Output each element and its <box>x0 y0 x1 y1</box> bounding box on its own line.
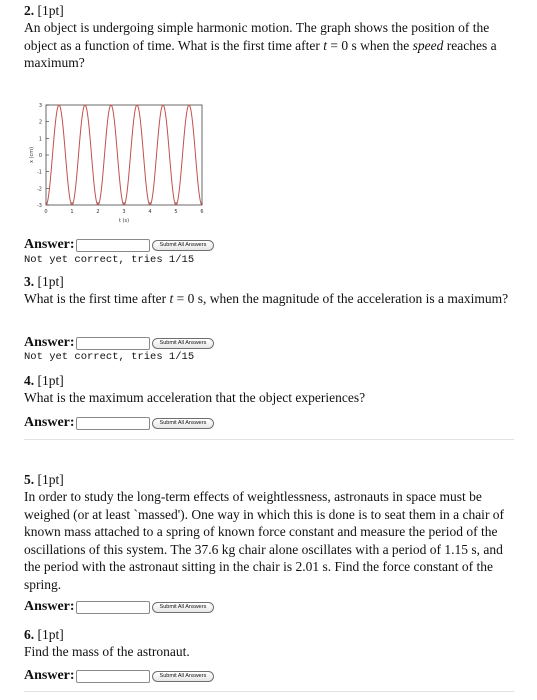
problem-points: [1pt] <box>37 3 64 18</box>
problem-5-text: In order to study the long-term effects of weightlessness, astronauts in space must be weighed (or at least `massed'). One way in which this is done is to seat them in a chair of known mass attached to a spring of known force constant and measure the period of the oscillations of this system. The 37.6 kg chair alone oscillates with a period of 1.15 s, and the period with the astronaut sitting in the chair is 2.01 s. Find the force constant of the spring. <box>24 489 505 592</box>
answer-row-3 <box>24 336 214 350</box>
question-text: What is the first time after <box>24 291 170 306</box>
section-divider <box>24 691 514 692</box>
problem-6 <box>24 626 516 661</box>
problem-number: 6. <box>24 627 35 642</box>
problem-2-text <box>24 19 516 72</box>
y-tick-label: -1 <box>37 169 42 176</box>
x-tick-label: 1 <box>70 209 74 215</box>
y-axis-label: x (cm) <box>29 146 35 164</box>
answer-input-6[interactable] <box>76 670 150 683</box>
answer-input-3[interactable] <box>76 337 150 350</box>
position-time-graph <box>26 97 210 232</box>
answer-label: Answer: <box>24 237 75 252</box>
submit-all-answers-button[interactable]: Submit All Answers <box>152 602 215 613</box>
t-variable: t <box>323 37 328 53</box>
status-text-2: Not yet correct, tries 1/15 <box>24 254 195 266</box>
problem-points: [1pt] <box>37 373 64 388</box>
submit-all-answers-button[interactable]: Submit All Answers <box>152 338 215 349</box>
submit-all-answers-button[interactable]: Submit All Answers <box>152 418 215 429</box>
problem-6-text: Find the mass of the astronaut. <box>24 644 190 659</box>
y-tick-label: 3 <box>38 103 42 109</box>
problem-number: 3. <box>24 274 35 289</box>
y-tick-label: -2 <box>37 186 42 193</box>
x-tick-label: 3 <box>122 209 126 215</box>
x-tick-label: 6 <box>200 209 204 215</box>
section-divider <box>24 439 514 440</box>
speed-word: speed <box>412 37 444 53</box>
plot-frame <box>46 105 202 205</box>
y-tick-label: 0 <box>38 153 42 159</box>
answer-row-2 <box>24 238 214 252</box>
answer-label: Answer: <box>24 335 75 350</box>
problem-2-title <box>24 2 516 19</box>
problem-2 <box>24 2 516 72</box>
y-tick-label: 1 <box>38 136 42 143</box>
submit-all-answers-button[interactable]: Submit All Answers <box>152 240 215 251</box>
answer-label: Answer: <box>24 415 75 430</box>
question-text: = 0 s, when the magnitude of the acceleration is a maximum? <box>173 291 509 306</box>
problem-4-title <box>24 372 516 389</box>
answer-row-4 <box>24 416 214 430</box>
problem-number: 4. <box>24 373 35 388</box>
problem-6-title <box>24 626 516 643</box>
answer-input-5[interactable] <box>76 601 150 614</box>
problem-points: [1pt] <box>37 627 64 642</box>
y-tick-label: 2 <box>38 119 42 126</box>
x-axis-label: t (s) <box>118 218 130 224</box>
problem-4 <box>24 372 516 407</box>
status-text-3: Not yet correct, tries 1/15 <box>24 351 195 363</box>
answer-label: Answer: <box>24 668 75 683</box>
question-text: = 0 s when the <box>327 37 413 53</box>
x-tick-label: 0 <box>44 209 48 215</box>
x-tick-label: 2 <box>96 209 100 215</box>
problem-points: [1pt] <box>37 274 64 289</box>
problem-5-title <box>24 471 516 488</box>
answer-input-2[interactable] <box>76 239 150 252</box>
position-series-line <box>46 105 202 205</box>
submit-all-answers-button[interactable]: Submit All Answers <box>152 671 215 682</box>
problem-number: 5. <box>24 472 35 487</box>
answer-row-6 <box>24 669 214 683</box>
problem-4-text: What is the maximum acceleration that the object experiences? <box>24 390 366 405</box>
x-tick-label: 4 <box>148 209 152 215</box>
t-variable: t <box>169 291 174 306</box>
question-text: An object is undergoing simple harmonic motion. The graph shows the position of the object as a function of time. What is the first time after <box>24 20 490 53</box>
x-tick-label: 5 <box>174 209 178 215</box>
problem-3 <box>24 273 516 308</box>
problem-5 <box>24 471 516 593</box>
answer-row-5 <box>24 600 214 614</box>
problem-number: 2. <box>24 3 35 18</box>
problem-3-text <box>24 290 516 308</box>
answer-label: Answer: <box>24 599 75 614</box>
problem-points: [1pt] <box>37 472 64 487</box>
problem-3-title <box>24 273 516 290</box>
answer-input-4[interactable] <box>76 417 150 430</box>
y-tick-label: -3 <box>37 203 42 209</box>
question-text: reaches a maximum? <box>24 37 497 70</box>
